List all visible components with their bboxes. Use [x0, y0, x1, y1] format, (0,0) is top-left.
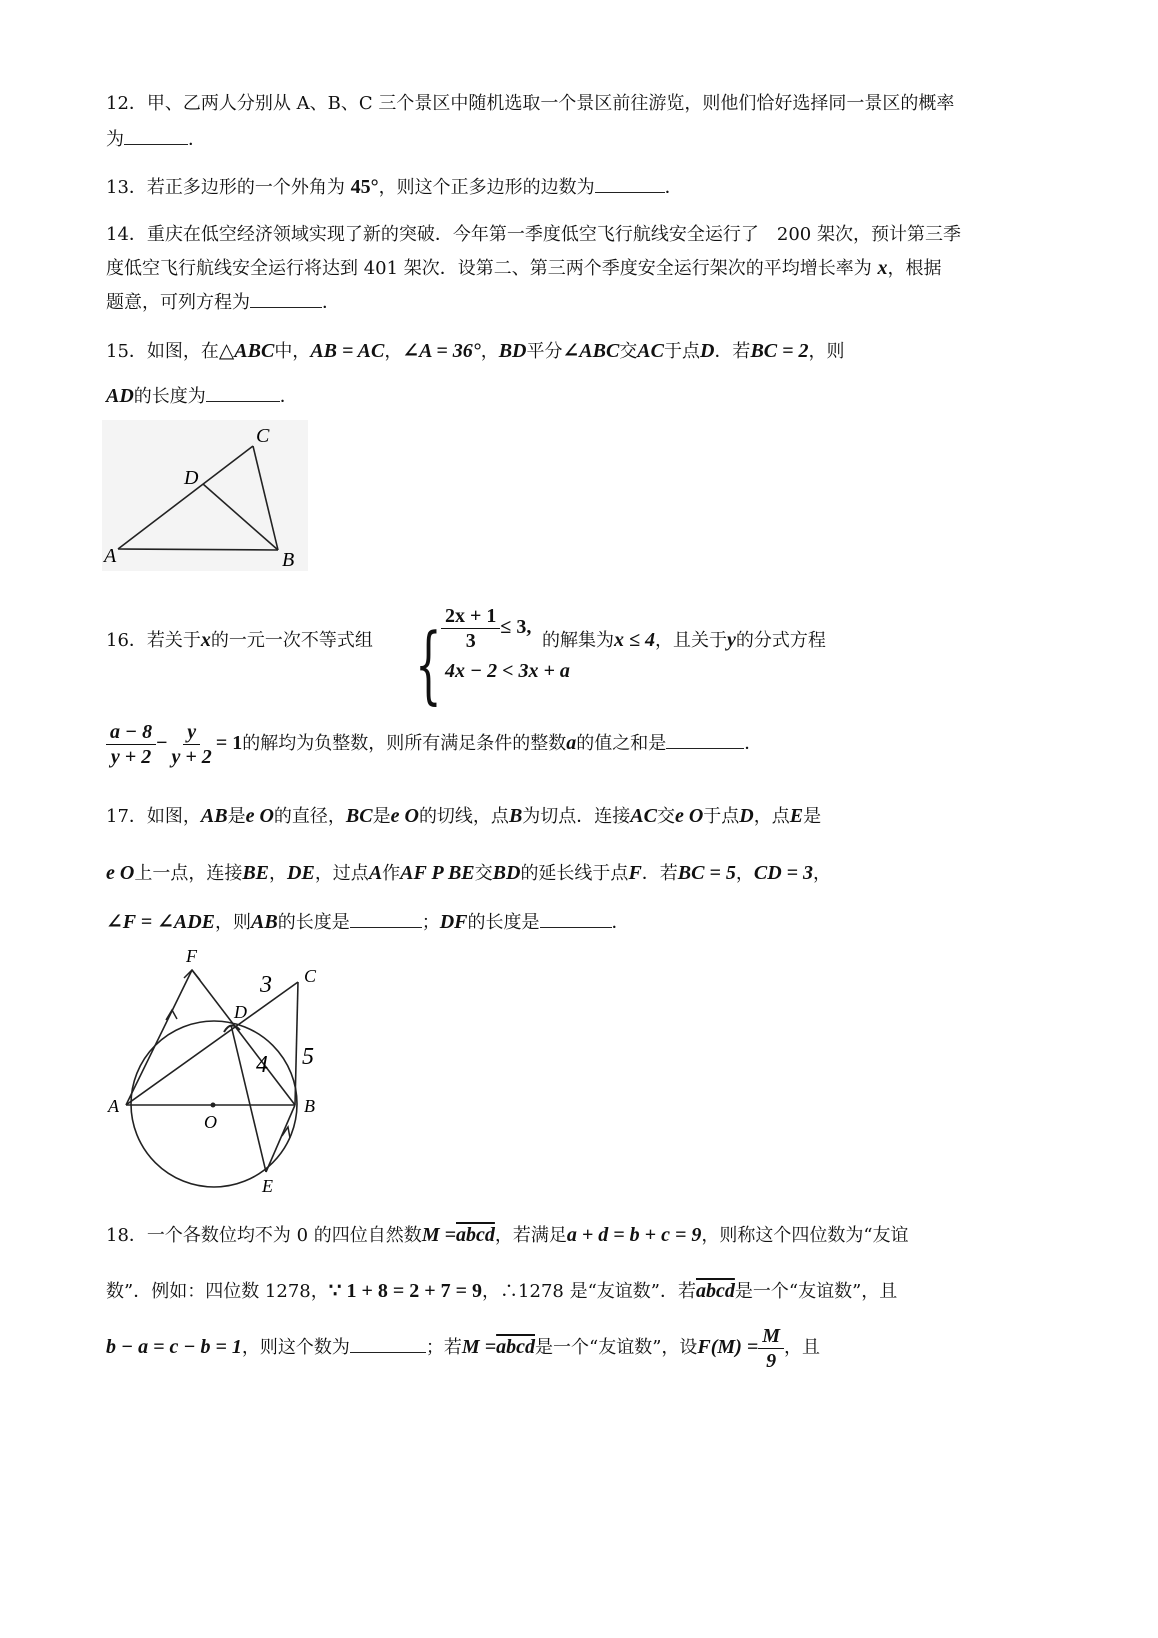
ineq1-fraction [441, 604, 500, 653]
q18-l2-a: 数”．例如：四位数 1278， [106, 1281, 329, 1302]
q18-l1-c: abcd [456, 1224, 495, 1246]
q16-t6: ，且关于 [654, 630, 727, 651]
line-be [266, 1105, 295, 1172]
q18-l1-b: M = [421, 1224, 456, 1246]
note-3: 3 [260, 972, 272, 998]
q15-t11: 交 [619, 341, 638, 362]
eq-fraction-1 [106, 720, 156, 769]
q15-line2 [106, 385, 298, 408]
q15-t15: ．若 [714, 341, 751, 362]
q17-l3-a: ∠F = ∠ADE [106, 911, 216, 933]
eq-fraction-2 [168, 720, 216, 769]
eq-den-2: y + 2 [171, 745, 212, 768]
q18-l3-f: 是一个“友谊数”，设 [535, 1337, 698, 1358]
q16-line1b [542, 629, 826, 652]
label-d: D [184, 467, 199, 489]
q17-l1-15: D [739, 805, 754, 827]
q17-l3-h: ． [611, 912, 630, 933]
q13-line [106, 176, 683, 199]
q18-line3 [106, 1322, 820, 1373]
q17-l1-13: e O [674, 805, 704, 827]
q15-t12: AC [637, 340, 664, 362]
q15-triangle-figure [100, 418, 310, 573]
eq-minus: − [156, 732, 168, 754]
label-d: D [234, 1002, 247, 1022]
q13-text: 13．若正多边形的一个外角为 [106, 177, 351, 198]
inequality-1 [441, 604, 531, 653]
q15-t5: ， [384, 341, 403, 362]
eq-den-1: y + 2 [110, 745, 152, 768]
q16-t3: 的一元一次不等式组 [210, 630, 373, 651]
q17-l1-10: 为切点．连接 [522, 806, 631, 827]
answer-blank[interactable] [206, 385, 280, 402]
answer-blank[interactable] [666, 732, 744, 749]
q15-t2: △ABC [218, 340, 275, 362]
q17-l1-7: e O [390, 805, 419, 827]
q17-circle-figure [100, 940, 340, 1200]
parallel-arrow-af [166, 1010, 177, 1020]
q16-t10: a [566, 732, 577, 754]
answer-blank[interactable] [595, 176, 665, 193]
q17-l3-d: 的长度是 [277, 912, 350, 933]
q12-text: 为 [106, 129, 124, 150]
label-e: E [262, 1176, 273, 1196]
label-a: A [104, 545, 117, 567]
q17-l1-17: E [789, 805, 804, 827]
q17-l2-14: BC = 5 [677, 862, 736, 884]
label-c: C [256, 425, 270, 447]
q18-l2-e: 是一个“友谊数”，且 [734, 1281, 898, 1302]
q18-l3-e: abcd [496, 1336, 535, 1358]
q18-l1-f: ，则称这个四位数为“友谊 [701, 1225, 909, 1246]
q13-angle: 45° [350, 176, 379, 198]
q15-t8: BD [498, 340, 527, 362]
q18-l3-g: F(M) = [697, 1336, 759, 1358]
q18-fraction [758, 1324, 784, 1373]
eq-num-2: y [183, 720, 200, 745]
q12-line2 [106, 128, 206, 151]
q17-l2-13: ．若 [641, 863, 678, 884]
q17-l1-12: 交 [656, 806, 675, 827]
inequality-2: 4x − 2 < 3x + a [445, 660, 570, 682]
q17-l1-11: AC [630, 805, 657, 827]
q17-l2-12: F [628, 862, 642, 884]
label-c: C [304, 966, 317, 986]
q16-t12: ． [744, 733, 763, 754]
q15-var: AD [106, 385, 134, 407]
label-o: O [204, 1112, 217, 1132]
q15-t3: 中， [274, 341, 311, 362]
q18-l2-c: ，∴1278 是“友谊数”．若 [482, 1281, 696, 1302]
q16-t5: x ≤ 4 [614, 629, 655, 651]
answer-blank[interactable] [124, 128, 188, 145]
q15-t1: 15．如图，在 [106, 341, 219, 362]
q17-l2-1: 上一点，连接 [134, 863, 243, 884]
q15-t14: D [699, 340, 715, 362]
q16-line2 [106, 716, 762, 771]
eq-num-1: a − 8 [106, 720, 156, 745]
q17-l1-4: 的直径， [273, 806, 346, 827]
q17-l2-7: 作 [382, 863, 401, 884]
label-b: B [304, 1096, 315, 1116]
q17-l1-0: 17．如图， [106, 806, 201, 827]
q16-line1 [106, 629, 373, 652]
q17-l2-10: BD [492, 862, 521, 884]
q15-end: ． [279, 386, 298, 407]
q17-l1-2: 是 [227, 806, 246, 827]
q16-t9: 的解均为负整数，则所有满足条件的整数 [242, 733, 567, 754]
q17-l2-5: ，过点 [314, 863, 369, 884]
side-ab [118, 549, 278, 550]
q14-var: x [877, 257, 888, 279]
q18-l3-b: ，则这个数为 [241, 1337, 350, 1358]
q18-den: 9 [766, 1349, 777, 1372]
q17-l1-1: AB [200, 805, 228, 827]
q17-l1-5: BC [345, 805, 373, 827]
q18-l1-e: a + d = b + c = 9 [566, 1224, 702, 1246]
q14-line2 [106, 257, 942, 280]
q12-end: ． [188, 129, 206, 150]
q16-t11: 的值之和是 [576, 733, 667, 754]
q17-l2-2: BE [242, 862, 270, 884]
q17-l1-9: B [508, 805, 523, 827]
q15-t10: ∠ABC [562, 340, 620, 362]
q15-t4: AB = AC [310, 340, 385, 362]
q17-l2-4: DE [287, 862, 315, 884]
q17-l2-8: AF P BE [400, 862, 475, 884]
label-a: A [108, 1096, 119, 1116]
q17-l3-b: ，则 [215, 912, 252, 933]
q14-text: 度低空飞行航线安全运行将达到 401 架次．设第二、第三两个季度安全运行架次的平均增长率为 [106, 258, 878, 279]
answer-blank[interactable] [350, 911, 422, 928]
answer-blank[interactable] [350, 1336, 426, 1353]
q18-l3-h: ，且 [784, 1337, 821, 1358]
q15-t7: ， [480, 341, 499, 362]
q12-line1: 12．甲、乙两人分别从 A、B、C 三个景区中随机选取一个景区前往游览，则他们恰好选择同一景区的概率 [106, 93, 955, 114]
note-4: 4 [256, 1052, 268, 1078]
q13-text2: ，则这个正多边形的边数为 [378, 177, 595, 198]
q17-l2-9: 交 [474, 863, 493, 884]
q17-l1-14: 于点 [703, 806, 740, 827]
q17-l2-0: e O [106, 862, 135, 884]
q17-line2 [106, 862, 831, 885]
q16-t1: 16．若关于 [106, 630, 201, 651]
q15-t9: 平分 [526, 341, 563, 362]
q17-l3-g: 的长度是 [467, 912, 540, 933]
line-bf [192, 970, 295, 1105]
q17-l2-11: 的延长线于点 [520, 863, 629, 884]
q14-line1: 14．重庆在低空经济领域实现了新的突破．今年第一季度低空飞行航线安全运行了 200 架次，预计第三季 [106, 224, 961, 245]
q17-l2-3: ， [269, 863, 288, 884]
ineq1-rhs: ≤ 3, [500, 616, 532, 638]
q14-line3 [106, 291, 340, 314]
q16-t4: 的解集为 [542, 630, 614, 651]
q15-t16: BC = 2 [750, 340, 809, 362]
answer-blank[interactable] [250, 291, 322, 308]
q15-line1 [106, 340, 845, 363]
q16-t2: x [200, 629, 211, 651]
system-brace: { [415, 615, 442, 713]
q18-line2 [106, 1280, 897, 1303]
q15-t13: 于点 [663, 341, 700, 362]
center-o [211, 1103, 216, 1108]
q17-l3-c: AB [251, 911, 278, 933]
label-b: B [282, 549, 295, 571]
q17-l1-6: 是 [372, 806, 391, 827]
tangent-bc [295, 982, 298, 1105]
q17-l2-15: ， [735, 863, 754, 884]
q18-l3-d: M = [461, 1336, 497, 1358]
q18-l1-a: 18．一个各数位均不为 0 的四位自然数 [106, 1225, 422, 1246]
q15-t17: ，则 [808, 341, 845, 362]
note-5: 5 [302, 1044, 314, 1070]
label-f: F [186, 946, 197, 966]
answer-blank[interactable] [540, 911, 612, 928]
q17-l2-6: A [368, 862, 383, 884]
q18-l3-c: ；若 [425, 1337, 462, 1358]
q17-l3-e: ； [421, 912, 440, 933]
q17-l3-f: DF [439, 911, 468, 933]
q18-l2-b: ∵ 1 + 8 = 2 + 7 = 9 [328, 1280, 483, 1302]
q16-t7: y [726, 629, 736, 651]
q13-end: ． [664, 177, 683, 198]
q14-end: ． [322, 292, 340, 313]
q17-l1-3: e O [245, 805, 274, 827]
q14-text3: 题意，可列方程为 [106, 292, 250, 313]
q17-l1-16: ，点 [753, 806, 790, 827]
q18-l3-a: b − a = c − b = 1 [106, 1336, 242, 1358]
ineq1-den: 3 [465, 630, 476, 652]
q17-l2-16: CD = 3 [753, 862, 814, 884]
q14-text2: ，根据 [887, 258, 942, 279]
q17-line1 [106, 805, 821, 828]
q15-t6: ∠A = 36° [402, 340, 481, 362]
line-ac [126, 982, 298, 1105]
q18-l2-d: abcd [695, 1280, 735, 1302]
q18-line1 [106, 1224, 909, 1247]
q17-l1-18: 是 [803, 806, 822, 827]
q17-l1-8: 的切线，点 [418, 806, 509, 827]
q15-text: 的长度为 [133, 386, 206, 407]
line-de [231, 1025, 266, 1172]
ineq1-num: 2x + 1 [441, 604, 500, 629]
q18-l1-d: ，若满足 [494, 1225, 567, 1246]
eq-rhs: = 1 [215, 732, 243, 754]
q17-l2-17: ， [813, 863, 832, 884]
line-af [126, 970, 192, 1105]
q16-t8: 的分式方程 [735, 630, 826, 651]
q18-num: M [758, 1324, 784, 1349]
q17-line3 [106, 911, 630, 934]
